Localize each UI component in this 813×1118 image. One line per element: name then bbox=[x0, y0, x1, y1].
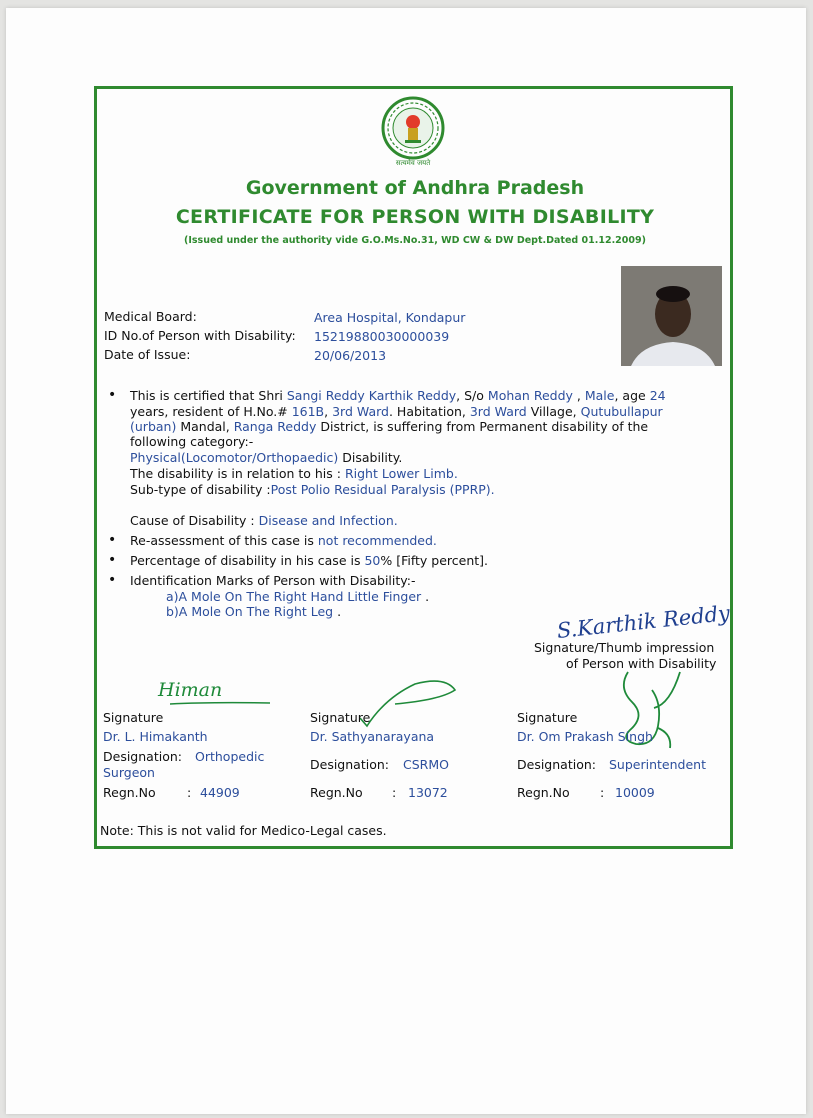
certification-line-2: years, resident of H.No.# 161B, 3rd Ward. Habitation, 3rd Ward Village, Qutubullapur bbox=[130, 404, 663, 419]
government-title: Government of Andhra Pradesh bbox=[245, 177, 585, 199]
applicant-signature bbox=[555, 598, 731, 644]
certification-line-3: (urban) Mandal, Ranga Reddy District, is suffering from Permanent disability of the bbox=[130, 419, 649, 434]
medico-legal-note: Note: This is not valid for Medico-Legal cases. bbox=[100, 823, 387, 838]
signatory-2-regn-label: Regn.No bbox=[310, 785, 363, 800]
signatory-1-name: Dr. L. Himakanth bbox=[103, 729, 208, 744]
age: 24 bbox=[649, 388, 666, 403]
signatory-3-label: Signature bbox=[517, 710, 578, 725]
gender: Male bbox=[584, 388, 615, 403]
signatory-1-designation: Orthopedic bbox=[195, 749, 265, 764]
disability-id-value: 15219880030000039 bbox=[314, 329, 450, 344]
date-of-issue-label: Date of Issue: bbox=[104, 347, 191, 362]
signatory-2-designation: CSRMO bbox=[403, 757, 449, 772]
signatory-2-name: Dr. Sathyanarayana bbox=[310, 729, 435, 744]
signatory-1-designation-label: Designation: bbox=[103, 749, 182, 764]
disability-id-label: ID No.of Person with Disability: bbox=[104, 328, 296, 343]
signatory-2-regn-value: 13072 bbox=[408, 785, 448, 800]
state-emblem-icon bbox=[378, 95, 448, 167]
signatory-3-designation-label: Designation: bbox=[517, 757, 596, 772]
cause-of-disability: Cause of Disability : Disease and Infection. bbox=[130, 513, 398, 528]
identification-mark-a: a)A Mole On The Right Hand Little Finger . bbox=[166, 589, 430, 604]
signatory-2-regn-colon: : bbox=[392, 785, 397, 800]
certification-line-1: • This is certified that Shri Sangi Reddy Karthik Reddy, S/o Mohan Reddy , Male, age 24 bbox=[130, 388, 666, 404]
issued-under-note: (Issued under the authority vide G.O.Ms.No.31, WD CW & DW Dept.Dated 01.12.2009) bbox=[184, 235, 646, 246]
signatory-1-regn-label: Regn.No bbox=[103, 785, 156, 800]
date-of-issue-value: 20/06/2013 bbox=[314, 348, 387, 363]
medical-board-value: Area Hospital, Kondapur bbox=[314, 310, 466, 325]
signatory-1-regn-value: 44909 bbox=[200, 785, 240, 800]
applicant-name: Sangi Reddy Karthik Reddy bbox=[286, 388, 457, 403]
signatory-3-name: Dr. Om Prakash Singh bbox=[517, 729, 653, 744]
signatory-1-designation-2: Surgeon bbox=[103, 765, 155, 780]
svg-text:S.Karthik Reddy: S.Karthik Reddy bbox=[555, 600, 731, 644]
signatory-2-designation-label: Designation: bbox=[310, 757, 389, 772]
signatory-1-label: Signature bbox=[103, 710, 164, 725]
certification-line-4: following category:- bbox=[130, 434, 254, 449]
signatory-3-designation: Superintendent bbox=[609, 757, 706, 772]
signatory-1-regn-colon: : bbox=[187, 785, 192, 800]
certificate-title: CERTIFICATE FOR PERSON WITH DISABILITY bbox=[175, 206, 655, 228]
emblem-motto: सत्यमेव जयते bbox=[395, 159, 431, 167]
medical-board-label: Medical Board: bbox=[104, 309, 197, 324]
applicant-signature-caption-2: of Person with Disability bbox=[566, 656, 717, 671]
signatory-3-regn-value: 10009 bbox=[615, 785, 655, 800]
applicant-signature-caption-1: Signature/Thumb impression bbox=[534, 640, 715, 655]
identification-marks-label: • Identification Marks of Person with Disability:- bbox=[130, 573, 415, 589]
svg-text:Himan: Himan bbox=[158, 679, 223, 701]
reassessment: • Re-assessment of this case is not recommended. bbox=[130, 533, 437, 549]
disability-category: Physical(Locomotor/Orthopaedic) Disability. bbox=[130, 450, 403, 465]
signatory-3-regn-colon: : bbox=[600, 785, 605, 800]
signatory-3-regn-label: Regn.No bbox=[517, 785, 570, 800]
applicant-photo bbox=[621, 266, 722, 366]
signatory-2-label: Signature bbox=[310, 710, 371, 725]
father-name: Mohan Reddy bbox=[487, 388, 573, 403]
signatory-2-signature bbox=[355, 668, 465, 730]
disability-subtype: Sub-type of disability :Post Polio Residual Paralysis (PPRP). bbox=[130, 482, 495, 497]
percentage-of-disability: • Percentage of disability in his case is 50% [Fifty percent]. bbox=[130, 553, 488, 569]
signatory-1-signature bbox=[150, 672, 275, 712]
disability-relation: The disability is in relation to his : Right Lower Limb. bbox=[130, 466, 458, 481]
identification-mark-b: b)A Mole On The Right Leg . bbox=[166, 604, 342, 619]
